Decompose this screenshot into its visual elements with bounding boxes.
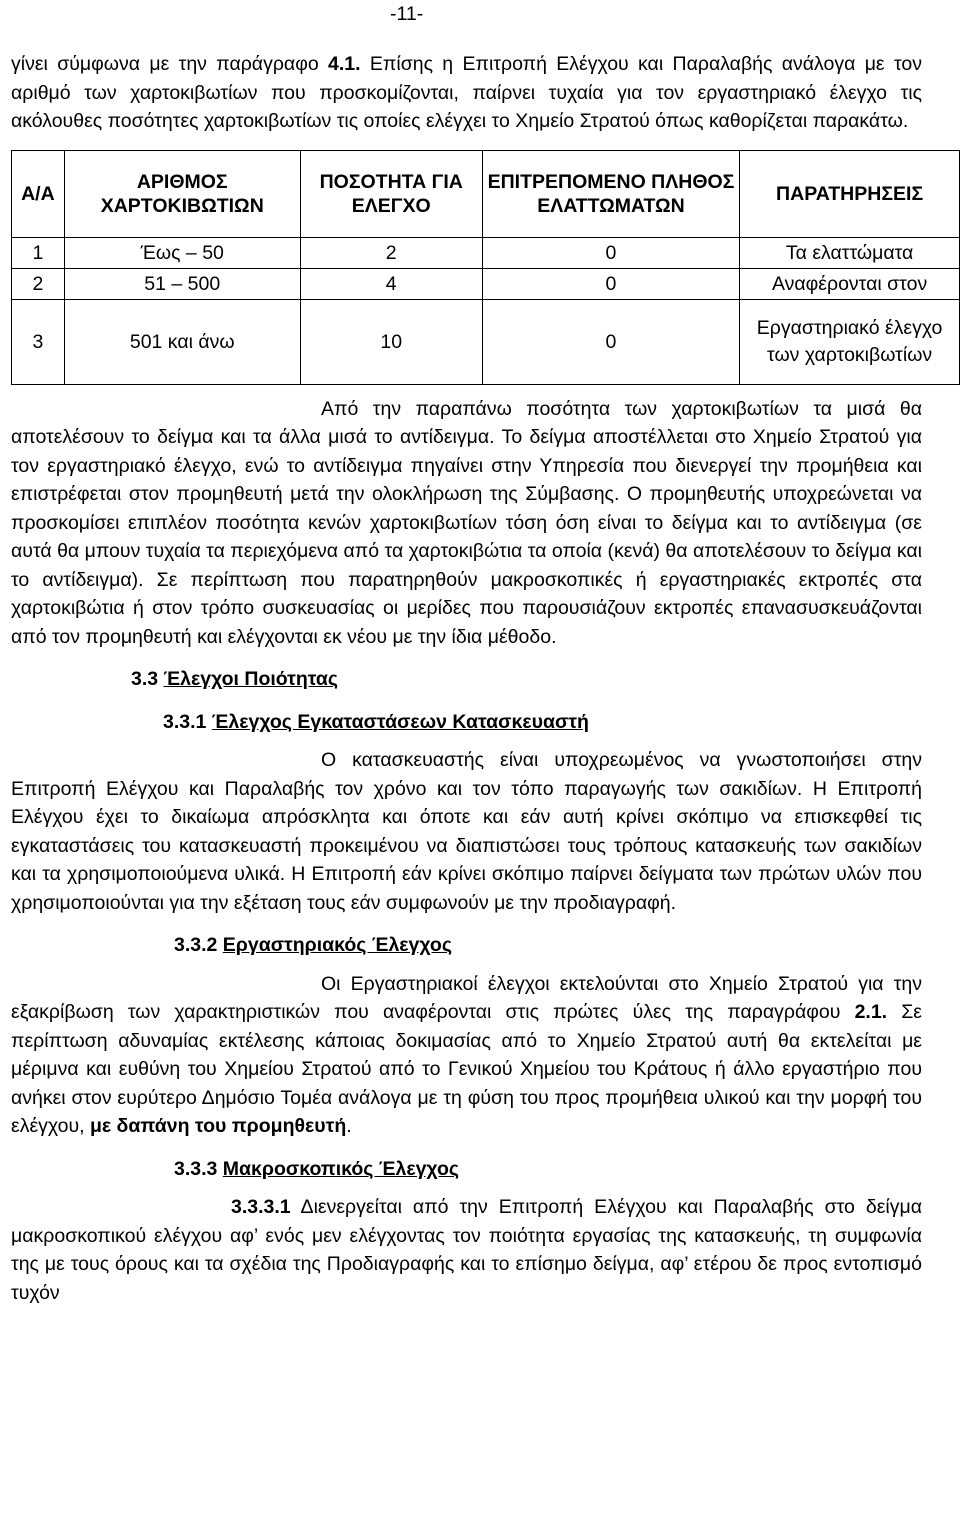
table-row — [12, 237, 960, 268]
header-qty: ΠΟΣΟΤΗΤΑ ΓΙΑ ΕΛΕΓΧΟ — [300, 150, 482, 237]
cell-count: 501 και άνω — [64, 299, 300, 384]
section-title: Έλεγχος Εγκαταστάσεων Κατασκευαστή — [211, 710, 589, 733]
section-3-3-heading — [11, 665, 922, 694]
section-title: Μακροσκοπικός Έλεγχος — [222, 1157, 460, 1180]
table-row — [12, 299, 960, 384]
header-aa: Α/Α — [12, 150, 65, 237]
section-3-3-3-heading — [11, 1155, 922, 1184]
cell-qty: 2 — [300, 237, 482, 268]
cell-aa: 3 — [12, 299, 65, 384]
section-number: 3.3.3 — [174, 1157, 223, 1180]
text-body: Διενεργείται από την Επιτροπή Ελέγχου και Παραλαβής στο δείγμα μακροσκοπικού ελέγχου αφ’ ενός μεν ελέγχοντας τον ποιότητα εργασίας της κατασκευής, τη συμφωνία της με τους όρους και τα σχέδια της Προδιαγραφής και το επίσημο δείγμα, αφ’ ετέρου δε προς εντοπισμό τυχόν — [11, 1196, 922, 1304]
cell-defects: 0 — [482, 268, 739, 299]
text-part2: Σε περίπτωση αδυναμίας εκτέλεσης κάποιας δοκιμασίας από το Χημείο Στρατού αυτή θα εκτελείται με μέριμνα και ευθύνη του Χημείου Στρατού από το Γενικού Χημείου του Κράτους ή άλλο εργαστήριο που ανήκει στον ευρύτερο Δημόσιο Τομέα ανάλογα με τη φύση του προς προμήθεια υλικού και την μορφή του ελέγχου, — [11, 1001, 922, 1137]
cell-defects: 0 — [482, 237, 739, 268]
section-title: Εργαστηριακός Έλεγχος — [222, 934, 452, 956]
cell-note: Τα ελαττώματα — [740, 237, 960, 268]
intro-ref: 4.1. — [328, 53, 361, 75]
cell-count: Έως – 50 — [64, 237, 300, 268]
section-title: Έλεγχοι Ποιότητας — [163, 668, 339, 690]
cell-aa: 1 — [12, 237, 65, 268]
text-end: . — [346, 1115, 352, 1137]
text-bold: με δαπάνη του προμηθευτή — [89, 1115, 347, 1137]
section-number: 3.3.1 — [163, 710, 212, 733]
section-number: 3.3 — [131, 668, 164, 690]
header-count: ΑΡΙΘΜΟΣ ΧΑΡΤΟΚΙΒΩΤΙΩΝ — [64, 150, 300, 237]
intro-part1: γίνει σύμφωνα με την παράγραφο — [11, 53, 329, 75]
intro-part2: Επίσης η Επιτροπή Ελέγχου και Παραλαβής ανάλογα με τον αριθμό των χαρτοκιβωτίων που προσκομίζονται, παίρνει τυχαία για τον εργαστηριακό έλεγχο τις ακόλουθες ποσότητες χαρτοκιβωτίων τις οποίες ελέγχει το Χημείο Στρατού όπως καθορίζεται παρακάτω. — [11, 53, 922, 132]
section-3-3-2-heading — [11, 931, 922, 960]
cell-note: Εργαστηριακό έλεγχο των χαρτοκιβωτίων — [740, 299, 960, 384]
header-notes: ΠΑΡΑΤΗΡΗΣΕΙΣ — [740, 150, 960, 237]
section-number: 3.3.2 — [174, 934, 223, 956]
cell-defects: 0 — [482, 299, 739, 384]
header-defects: ΕΠΙΤΡΕΠΟΜΕΝΟ ΠΛΗΘΟΣ ΕΛΑΤΤΩΜΑΤΩΝ — [482, 150, 739, 237]
text-part1: Οι Εργαστηριακοί έλεγχοι εκτελούνται στο Χημείο Στρατού για την εξακρίβωση των χαρακτηριστικών που αναφέρονται στις πρώτες ύλες της παραγράφου — [11, 972, 922, 1023]
intro-paragraph — [11, 50, 922, 136]
cell-qty: 4 — [300, 268, 482, 299]
text-ref: 2.1. — [854, 1001, 888, 1023]
page-number: -11- — [390, 3, 424, 25]
after-table-paragraph: Από την παραπάνω ποσότητα των χαρτοκιβωτίων τα μισά θα αποτελέσουν το δείγμα και τα άλλα μισά το αντίδειγμα. Το δείγμα αποστέλλεται στο Χημείο Στρατού για τον εργαστηριακό έλεγχο, ενώ το αντίδειγμα πηγαίνει στην Υπηρεσία που διενεργεί την προμήθεια και επιστρέφεται στον προμηθευτή μετά την ολοκλήρωση της Σύμβασης. Ο προμηθευτής υποχρεώνεται να προσκομίσει επιπλέον ποσότητα κενών χαρτοκιβωτίων τόση όση είναι το δείγμα και το αντίδειγμα (σε αυτά θα μπουν τυχαία τα περιεχόμενα από τα χαρτοκιβώτια τα οποία (κενά) θα αποτελέσουν το δείγμα και το αντίδειγμα). Σε περίπτωση που παρατηρηθούν μακροσκοπικές ή εργαστηριακές εκτροπές στα χαρτοκιβώτια ή στον τρόπο συσκευασίας οι μερίδες που παρουσιάζουν εκτροπές επανασυσκευάζονται από τον προμηθευτή και ελέγχονται εκ νέου με την ίδια μέθοδο. — [11, 397, 922, 648]
table-header-row — [12, 150, 960, 237]
section-3-3-1-text: Ο κατασκευαστής είναι υποχρεωμένος να γνωστοποιήσει στην Επιτροπή Ελέγχου και Παραλαβής τον χρόνο και τον τόπο παραγωγής των σακιδίων. Η Επιτροπή Ελέγχου έχει το δικαίωμα απρόσκλητα και όποτε και εάν αυτή κρίνει σκόπιμο να επισκεφθεί τις εγκαταστάσεις του κατασκευαστή προκειμένου να διαπιστώσει τους τρόπους κατασκευής των σακιδίων και τα χρησιμοποιούμενα υλικά. Η Επιτροπή εάν κρίνει σκόπιμο παίρνει δείγματα των πρώτων υλών που χρησιμοποιούνται για την εξέταση τους εάν συμφωνούν με την προδιαγραφή. — [11, 749, 922, 914]
section-3-3-2-text — [11, 970, 922, 1141]
section-3-3-3-1-text — [11, 1193, 922, 1307]
sampling-table — [11, 150, 960, 385]
table-row — [12, 268, 960, 299]
section-3-3-1-heading — [11, 708, 922, 737]
cell-note: Αναφέρονται στον — [740, 268, 960, 299]
cell-count: 51 – 500 — [64, 268, 300, 299]
section-number: 3.3.3.1 — [231, 1196, 291, 1218]
cell-qty: 10 — [300, 299, 482, 384]
document-body — [11, 50, 943, 1307]
cell-aa: 2 — [12, 268, 65, 299]
